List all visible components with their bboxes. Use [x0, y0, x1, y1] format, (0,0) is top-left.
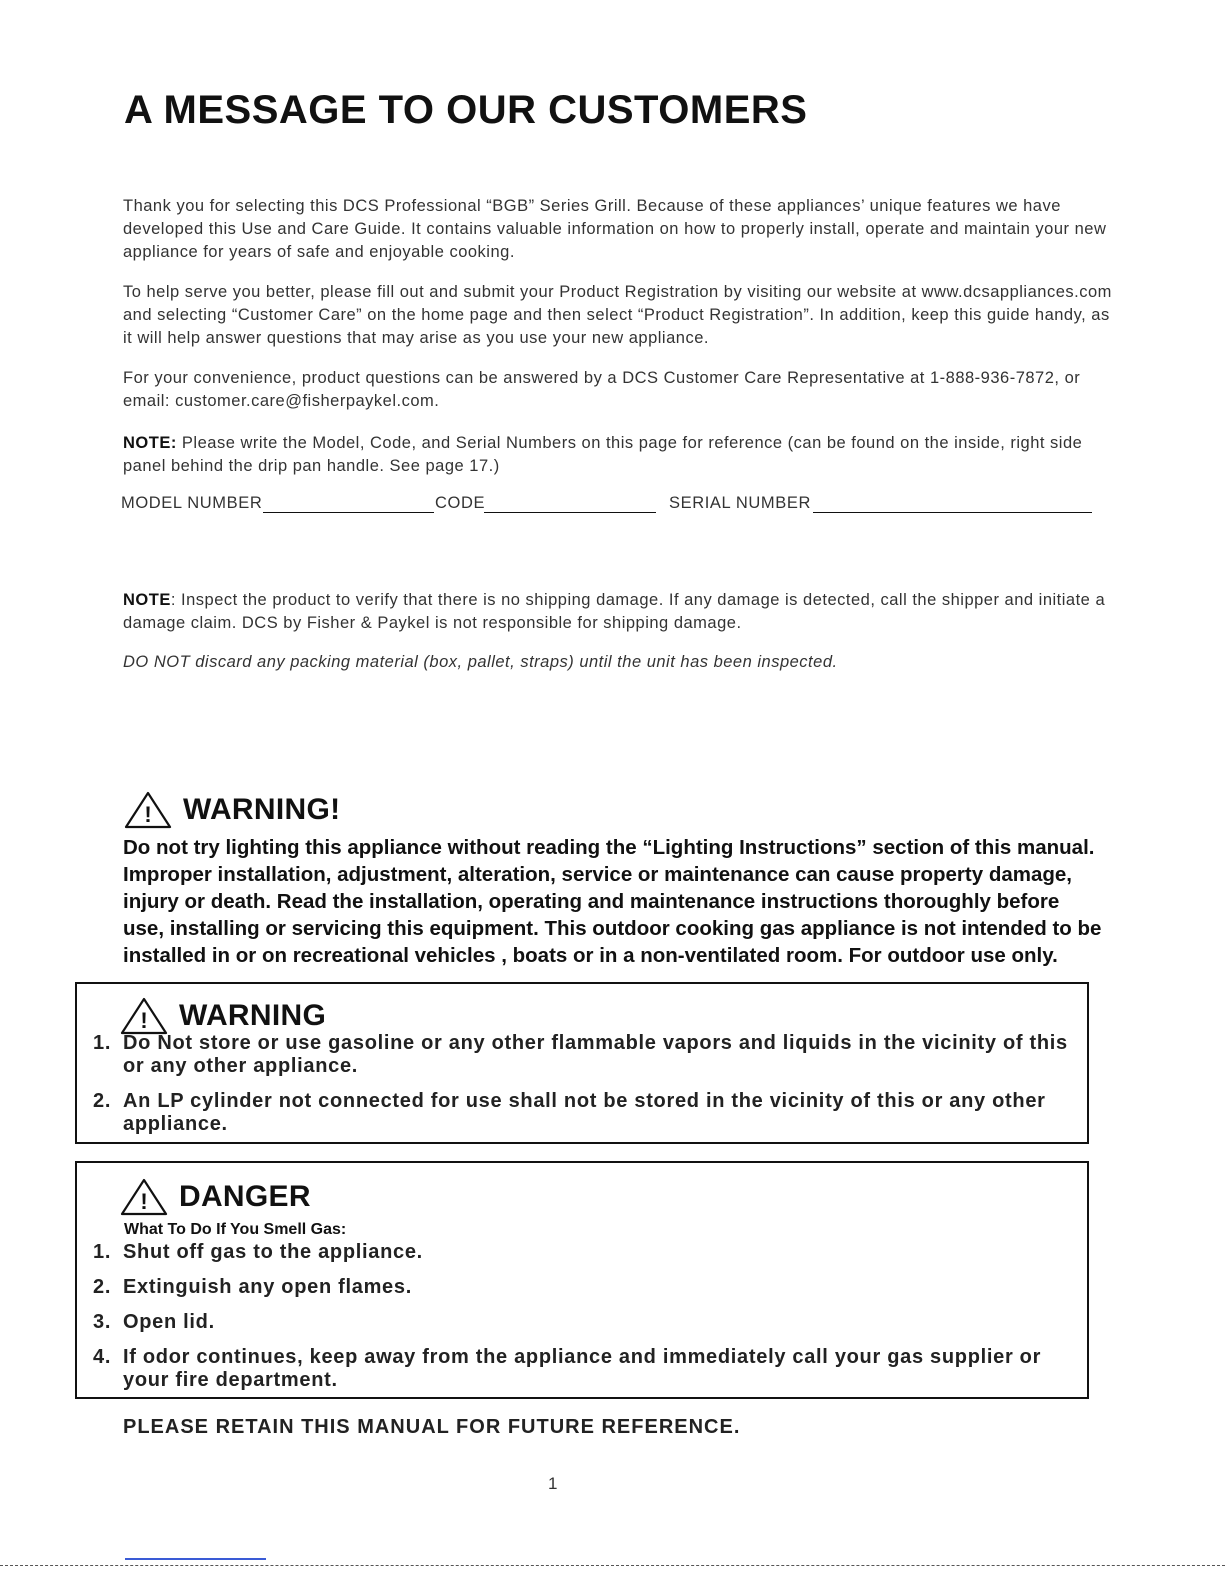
warning-triangle-icon	[119, 996, 169, 1036]
list-item: 2. An LP cylinder not connected for use shall not be stored in the vicinity of this or any other appliance.	[93, 1090, 1046, 1135]
code-label: CODE	[435, 494, 486, 512]
list-item: 4. If odor continues, keep away from the appliance and immediately call your gas supplier or your fire department.	[93, 1346, 1042, 1391]
packing-paragraph: DO NOT discard any packing material (box, pallet, straps) until the unit has been inspected.	[123, 653, 838, 671]
danger-subheading: What To Do If You Smell Gas:	[124, 1221, 347, 1238]
note-text: Please write the Model, Code, and Serial Numbers on this page for reference (can be found on the inside, right side panel behind the drip pan handle. See page 17.)	[123, 434, 1083, 475]
warning-box-heading-text: WARNING	[179, 999, 327, 1032]
bottom-link-underline	[125, 1558, 266, 1560]
bottom-divider	[0, 1565, 1225, 1566]
warning-box-heading	[119, 996, 326, 1036]
registration-paragraph: To help serve you better, please fill out and submit your Product Registration by visiting our website at www.dcsappliances.com and selecting “Customer Care” on the home page and then select “Product Registration”. In addition, keep this guide handy, as it will help answer questions that may arise as you use your new appliance.	[123, 283, 1112, 347]
danger-box-heading	[119, 1177, 311, 1217]
svg-text:!: !	[140, 1008, 148, 1033]
warning-triangle-icon	[119, 1177, 169, 1217]
serial-number-line[interactable]	[813, 512, 1092, 513]
warning-box	[75, 982, 1089, 1144]
warning-lighting-text: Do not try lighting this appliance without reading the “Lighting Instructions” section of this manual. Improper installation, adjustment, alteration, service or maintenance can cause property damage, injury or death. Read the installation, operating and maintenance instructions thoroughly before use, installing or servicing this equipment. This outdoor cooking gas appliance is not intended to be installed in or on recreational vehicles , boats or in a non-ventilated room. For outdoor use only.	[123, 836, 1102, 967]
warning-lighting-block	[123, 790, 1103, 969]
list-item: 2. Extinguish any open flames.	[93, 1276, 412, 1298]
code-line[interactable]	[484, 512, 656, 513]
danger-list	[93, 1241, 1073, 1404]
svg-text:!: !	[144, 802, 152, 827]
note-label: NOTE:	[123, 434, 177, 452]
serial-number-label: SERIAL NUMBER	[669, 494, 811, 512]
intro-paragraph: Thank you for selecting this DCS Professional “BGB” Series Grill. Because of these appliances’ unique features we have developed this Use and Care Guide. It contains valuable information on how to properly install, operate and maintain your new appliance for years of safe and enjoyable cooking.	[123, 197, 1107, 261]
danger-heading-text: DANGER	[179, 1180, 311, 1213]
page-number: 1	[548, 1474, 558, 1493]
page-title: A MESSAGE TO OUR CUSTOMERS	[124, 88, 808, 132]
warning-heading	[123, 790, 1103, 830]
list-item: 3. Open lid.	[93, 1311, 215, 1333]
model-number-line[interactable]	[263, 512, 434, 513]
warning-triangle-icon	[123, 790, 173, 830]
contact-paragraph: For your convenience, product questions can be answered by a DCS Customer Care Representative at 1-888-936-7872, or email: customer.care@fisherpaykel.com.	[123, 369, 1081, 410]
list-item: 1. Do Not store or use gasoline or any other flammable vapors and liquids in the vicinity of this or any other appliance.	[93, 1032, 1068, 1077]
note-serial-paragraph	[123, 432, 1113, 478]
list-item: 1. Shut off gas to the appliance.	[93, 1241, 423, 1263]
retain-notice: PLEASE RETAIN THIS MANUAL FOR FUTURE REFERENCE.	[123, 1416, 741, 1438]
note-label: NOTE	[123, 591, 171, 609]
shipping-note-paragraph	[123, 589, 1113, 635]
note-text: : Inspect the product to verify that there is no shipping damage. If any damage is detected, call the shipper and initiate a damage claim. DCS by Fisher & Paykel is not responsible for shipping damage.	[123, 591, 1106, 632]
warning-heading-text: WARNING!	[183, 793, 341, 826]
model-number-label: MODEL NUMBER	[121, 494, 263, 512]
svg-text:!: !	[140, 1189, 148, 1214]
danger-box	[75, 1161, 1089, 1399]
warning-list	[93, 1032, 1073, 1148]
